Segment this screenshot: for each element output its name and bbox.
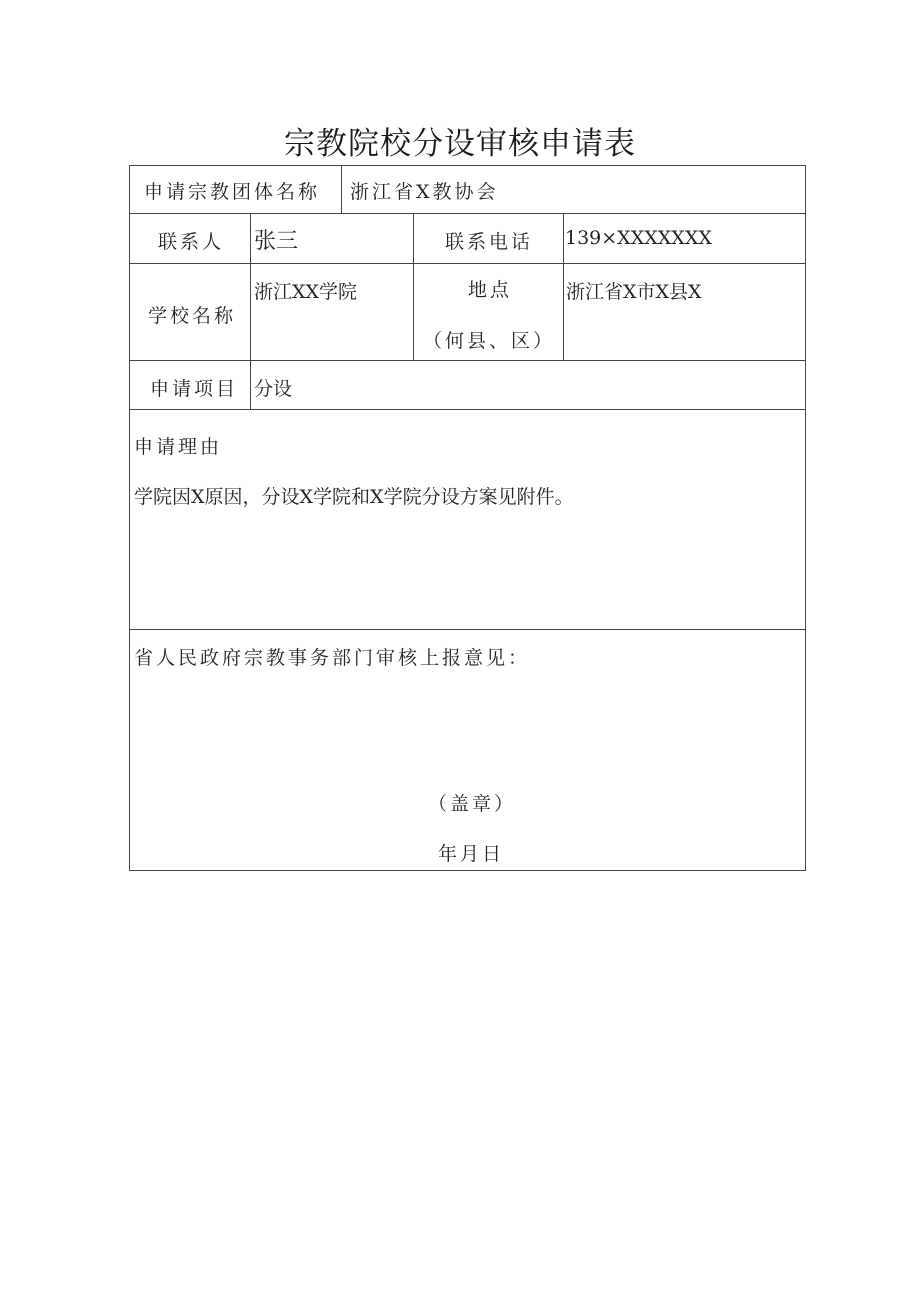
org-name-value: 浙江省X教协会 xyxy=(350,181,499,203)
location-sublabel: （何县、区） xyxy=(423,330,556,352)
location-label: 地点 xyxy=(468,279,513,301)
column-divider xyxy=(250,213,251,410)
reason-label: 申请理由 xyxy=(134,436,223,458)
school-name-label: 学校名称 xyxy=(148,305,237,327)
page-title: 宗教院校分设审核申请表 xyxy=(284,126,636,162)
school-name-value: 浙江XX学院 xyxy=(254,281,358,303)
row-divider xyxy=(130,213,805,214)
phone-label: 联系电话 xyxy=(445,231,534,253)
item-label: 申请项目 xyxy=(150,378,239,400)
column-divider xyxy=(563,213,564,360)
date-label: 年月日 xyxy=(438,843,505,865)
item-value: 分设 xyxy=(254,378,293,400)
row-divider xyxy=(130,360,805,361)
column-divider xyxy=(413,213,414,360)
row-divider xyxy=(130,263,805,264)
opinion-label: 省人民政府宗教事务部门审核上报意见： xyxy=(134,647,531,669)
org-name-label: 申请宗教团体名称 xyxy=(144,181,321,203)
location-value: 浙江省X市X县X xyxy=(566,281,702,303)
row-divider xyxy=(130,629,805,630)
application-form xyxy=(129,165,806,871)
row-divider xyxy=(130,409,805,410)
contact-value: 张三 xyxy=(254,229,299,254)
phone-value: 139×XXXXXXX xyxy=(565,227,712,249)
contact-label: 联系人 xyxy=(158,231,225,253)
column-divider xyxy=(341,166,342,214)
seal-label: （盖章） xyxy=(428,793,517,815)
reason-text: 学院因X原因，分设X学院和X学院分设方案见附件。 xyxy=(134,486,574,508)
